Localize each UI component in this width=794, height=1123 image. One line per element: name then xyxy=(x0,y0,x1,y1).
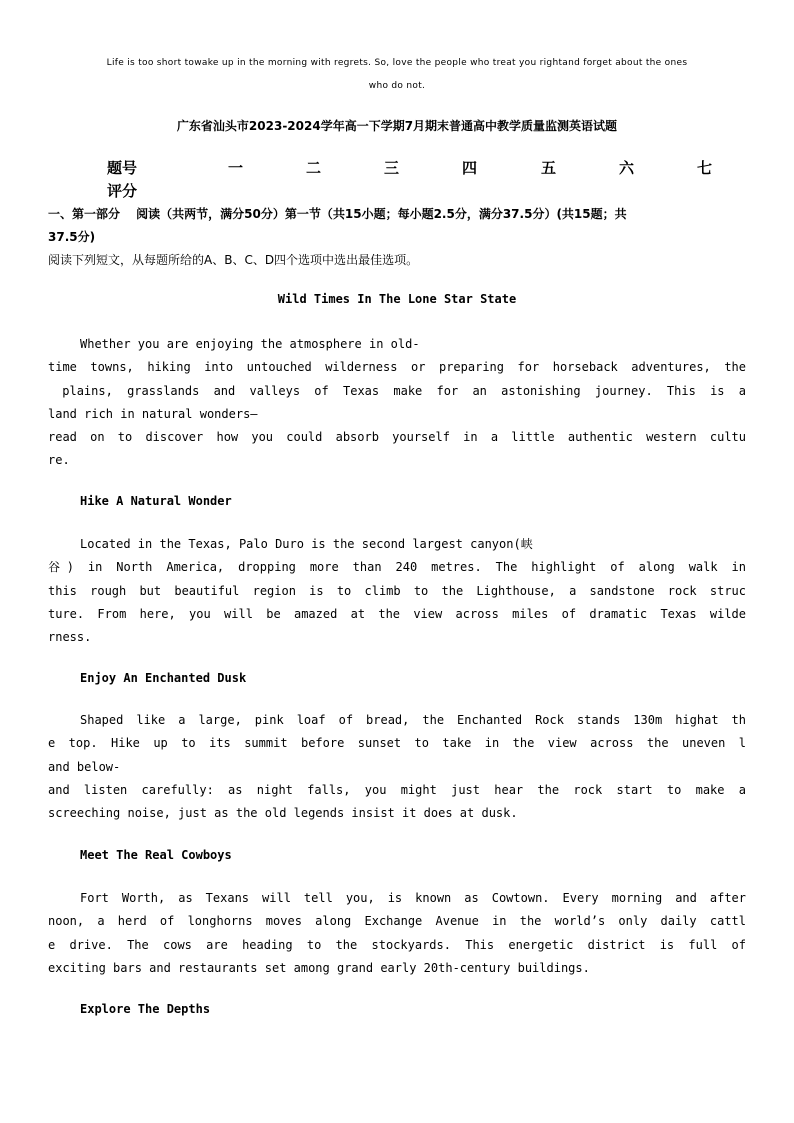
paragraph-line: Whether you are enjoying the atmosphere in old- xyxy=(80,337,420,351)
intro-paragraph xyxy=(48,333,746,473)
paragraph-line: re. xyxy=(48,453,70,468)
paragraph-line: noon, a herd of longhorns moves along Exchange Avenue in the world’s only daily cattl xyxy=(48,914,746,929)
paragraph-line: read on to discover how you could absorb yourself in a little authentic western cultu xyxy=(48,430,746,445)
article-title: Wild Times In The Lone Star State xyxy=(277,292,517,306)
paragraph-line: Located in the Texas, Palo Duro is the second largest canyon(峡 xyxy=(80,537,533,551)
section-heading-cowboys: Meet The Real Cowboys xyxy=(80,848,232,862)
paragraph-line: land rich in natural wonders— xyxy=(48,406,258,421)
part-heading-line-2: 37.5分) xyxy=(48,230,96,244)
exam-title: 广东省汕头市2023-2024学年高一下学期7月期末普通高中教学质量监测英语试题 xyxy=(176,119,618,133)
paragraph-line: and listen carefully: as night falls, you might just hear the rock start to make a xyxy=(48,782,746,797)
paragraph-line: screeching noise, just as the old legends insist it does at dusk. xyxy=(48,806,518,821)
paragraph-line: e top. Hike up to its summit before sunset to take in the view across the uneven l xyxy=(48,736,746,751)
paragraph-line: e drive. The cows are heading to the stockyards. This energetic district is full of xyxy=(48,937,746,952)
section-heading-dusk: Enjoy An Enchanted Dusk xyxy=(80,671,247,685)
score-column-7: 七 xyxy=(697,159,713,177)
paragraph-line: exciting bars and restaurants set among grand early 20th-century buildings. xyxy=(48,960,590,975)
paragraph-line: rness. xyxy=(48,630,92,645)
motto-line-1: Life is too short towake up in the morning with regrets. So, love the people who treat you rightand forget about the ones xyxy=(106,58,688,68)
motto-line-2: who do not. xyxy=(368,81,426,91)
score-column-1: 一 xyxy=(228,159,244,177)
section-heading-hike: Hike A Natural Wonder xyxy=(80,494,232,508)
paragraph-line: Shaped like a large, pink loaf of bread, the Enchanted Rock stands 130m highat th xyxy=(80,713,746,727)
paragraph-line: ture. From here, you will be amazed at the view across miles of dramatic Texas wilde xyxy=(48,606,746,621)
motto-header xyxy=(48,52,746,98)
score-column-4: 四 xyxy=(462,159,478,177)
paragraph-line: this rough but beautiful region is to climb to the Lighthouse, a sandstone rock struc xyxy=(48,583,746,598)
score-column-5: 五 xyxy=(541,159,557,177)
part-heading xyxy=(48,203,746,249)
section-paragraph-dusk xyxy=(48,709,746,825)
section-heading-depths: Explore The Depths xyxy=(80,1002,211,1016)
score-column-3: 三 xyxy=(384,159,400,177)
paragraph-line: time towns, hiking into untouched wilderness or preparing for horseback adventures, the xyxy=(48,360,746,375)
part-heading-line-1: 一、第一部分 阅读（共两节，满分50分）第一节（共15小题；每小题2.5分，满分37.5分）(共15题；共 xyxy=(48,207,627,221)
paragraph-line: plains, grasslands and valleys of Texas make for an astonishing journey. This is a xyxy=(48,383,746,398)
instruction-text: 阅读下列短文，从每题所给的A、B、C、D四个选项中选出最佳选项。 xyxy=(48,253,419,267)
section-paragraph-hike xyxy=(48,533,746,649)
paragraph-line: Fort Worth, as Texans will tell you, is known as Cowtown. Every morning and after xyxy=(80,891,746,905)
section-paragraph-cowboys xyxy=(48,887,746,980)
score-label-score: 评分 xyxy=(107,182,138,200)
score-column-2: 二 xyxy=(306,159,322,177)
paragraph-line: and below- xyxy=(48,759,121,774)
score-label-question-number: 题号 xyxy=(107,159,138,177)
paragraph-line: 谷) in North America, dropping more than 240 metres. The highlight of along walk in xyxy=(48,560,746,575)
score-column-6: 六 xyxy=(619,159,635,177)
